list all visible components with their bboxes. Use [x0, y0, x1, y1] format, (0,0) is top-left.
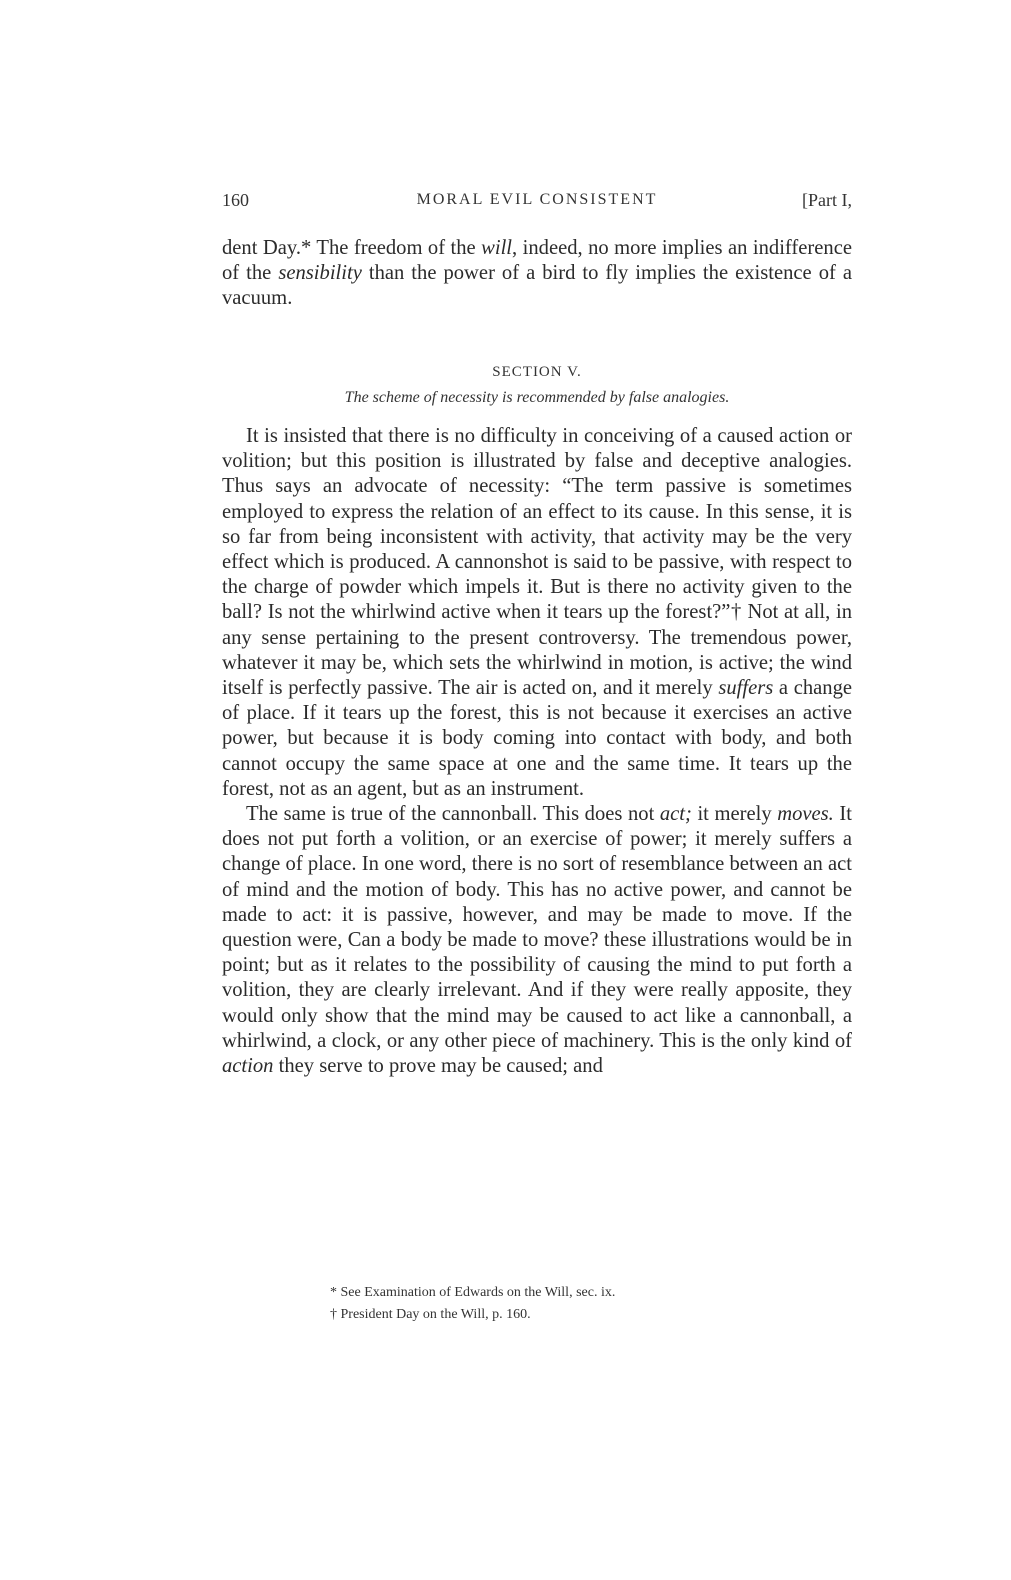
part-label: [Part I,	[802, 190, 852, 210]
paragraph-2: The same is true of the cannonball. This does not act; it merely moves. It does not put forth a volition, or an exercise of power; it merely suffers a change of place. In one word, there is no sort of resemblance between an act of mind and the motion of body. This has no active power, and cannot be made to act: it is passive, however, and may be made to move. If the question were, Can a body be made to move? these illustrations would be in point; but as it relates to the possibility of causing the mind to put forth a volition, they are clearly irrelevant. And if they were really apposite, they would only show that the mind may be caused to act like a cannonball, a whirlwind, a clock, or any other piece of machinery. This is the only kind of action they serve to prove may be caused; and	[222, 803, 852, 1078]
section-subtitle: The scheme of necessity is recommended by false analogies.	[344, 389, 730, 406]
running-header	[222, 190, 852, 216]
continuation-paragraph: dent Day.* The freedom of the will, indeed, no more implies an indifference of the sensibility than the power of a bird to fly implies the existence of a vacuum.	[222, 237, 852, 310]
footnote-2: † President Day on the Will, p. 160.	[330, 1307, 531, 1322]
section-heading: SECTION V.	[492, 364, 582, 380]
footnote-1: * See Examination of Edwards on the Will, sec. ix.	[330, 1285, 616, 1300]
paragraph-1: It is insisted that there is no difficulty in conceiving of a caused action or volition; but this position is illustrated by false and deceptive analogies. Thus says an advocate of necessity: “The term passive is sometimes employed to express the relation of an effect to its cause. In this sense, it is so far from being inconsistent with activity, that activity may be the very effect which is produced. A cannonshot is said to be passive, with respect to the charge of powder which impels it. But is there no activity given to the ball? Is not the whirlwind active when it tears up the forest?”† Not at all, in any sense pertaining to the present controversy. The tremendous power, whatever it may be, which sets the whirlwind in motion, is active; the wind itself is perfectly passive. The air is acted on, and it merely suffers a change of place. If it tears up the forest, this is not because it exercises an active power, but because it is body coming into contact with body, and both cannot occupy the same space at one and the same time. It tears up the forest, not as an agent, but as an instrument.	[222, 425, 853, 800]
section-body	[222, 424, 852, 1079]
running-title: MORAL EVIL CONSISTENT	[416, 191, 658, 208]
footnotes	[330, 1282, 830, 1326]
page-number: 160	[222, 190, 249, 210]
